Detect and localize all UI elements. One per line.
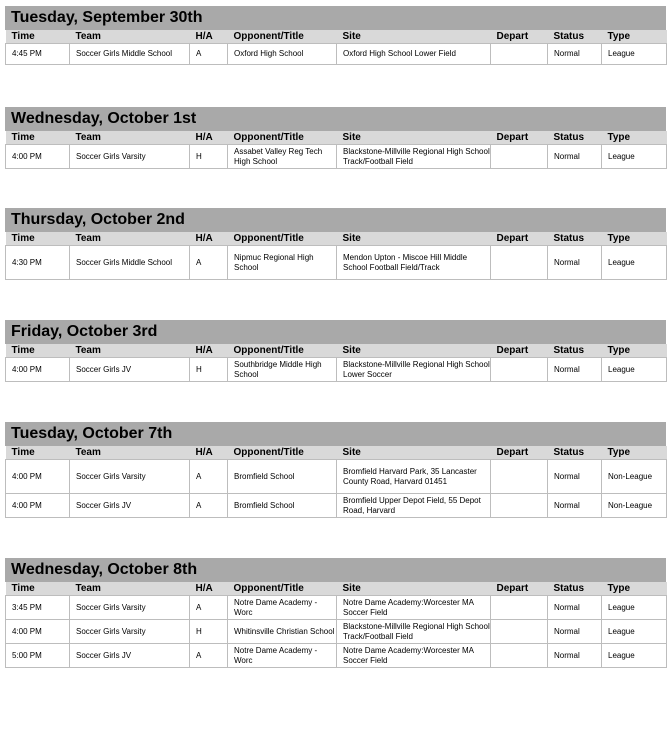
cell-team: Soccer Girls JV (70, 644, 190, 668)
cell-depart (491, 494, 548, 518)
cell-depart (491, 620, 548, 644)
day-section (5, 558, 666, 668)
cell-opponent: Oxford High School (228, 44, 337, 65)
cell-opponent: Bromfield School (228, 494, 337, 518)
cell-home-away: H (190, 358, 228, 382)
column-header-home-away: H/A (190, 446, 228, 460)
day-title: Tuesday, September 30th (5, 6, 666, 30)
schedule-table (5, 131, 667, 169)
cell-opponent: Assabet Valley Reg Tech High School (228, 145, 337, 169)
cell-time: 4:30 PM (6, 246, 70, 280)
cell-type: League (602, 644, 667, 668)
table-row (6, 620, 667, 644)
day-title: Tuesday, October 7th (5, 422, 666, 446)
day-section (5, 107, 666, 169)
column-header-site: Site (337, 582, 491, 596)
column-header-opponent: Opponent/Title (228, 446, 337, 460)
column-header-status: Status (548, 582, 602, 596)
column-header-status: Status (548, 131, 602, 145)
schedule-table (5, 582, 667, 668)
table-row (6, 246, 667, 280)
cell-type: League (602, 246, 667, 280)
cell-team: Soccer Girls Varsity (70, 145, 190, 169)
cell-site: Notre Dame Academy:Worcester MA Soccer Field (337, 596, 491, 620)
day-section (5, 422, 666, 518)
column-header-team: Team (70, 232, 190, 246)
day-section (5, 208, 666, 280)
cell-depart (491, 358, 548, 382)
cell-opponent: Nipmuc Regional High School (228, 246, 337, 280)
schedule-table (5, 446, 667, 518)
cell-time: 4:45 PM (6, 44, 70, 65)
column-header-site: Site (337, 446, 491, 460)
cell-type: Non-League (602, 494, 667, 518)
cell-depart (491, 644, 548, 668)
column-header-time: Time (6, 446, 70, 460)
column-header-team: Team (70, 344, 190, 358)
column-header-depart: Depart (491, 344, 548, 358)
column-header-type: Type (602, 344, 667, 358)
cell-opponent: Southbridge Middle High School (228, 358, 337, 382)
column-header-type: Type (602, 582, 667, 596)
cell-status: Normal (548, 644, 602, 668)
cell-time: 4:00 PM (6, 145, 70, 169)
day-title: Friday, October 3rd (5, 320, 666, 344)
cell-site: Mendon Upton - Miscoe Hill Middle School Football Field/Track (337, 246, 491, 280)
column-header-time: Time (6, 232, 70, 246)
cell-time: 4:00 PM (6, 494, 70, 518)
cell-home-away: A (190, 460, 228, 494)
cell-team: Soccer Girls JV (70, 358, 190, 382)
column-header-team: Team (70, 446, 190, 460)
cell-status: Normal (548, 358, 602, 382)
column-header-home-away: H/A (190, 344, 228, 358)
table-row (6, 460, 667, 494)
table-row (6, 494, 667, 518)
column-header-depart: Depart (491, 131, 548, 145)
table-row (6, 145, 667, 169)
column-header-site: Site (337, 30, 491, 44)
cell-time: 3:45 PM (6, 596, 70, 620)
column-header-opponent: Opponent/Title (228, 582, 337, 596)
column-header-site: Site (337, 232, 491, 246)
column-header-depart: Depart (491, 232, 548, 246)
cell-site: Bromfield Harvard Park, 35 Lancaster County Road, Harvard 01451 (337, 460, 491, 494)
day-title: Wednesday, October 8th (5, 558, 666, 582)
schedule-table (5, 344, 667, 382)
cell-time: 4:00 PM (6, 358, 70, 382)
column-header-home-away: H/A (190, 232, 228, 246)
column-header-depart: Depart (491, 582, 548, 596)
column-header-opponent: Opponent/Title (228, 131, 337, 145)
cell-team: Soccer Girls Varsity (70, 460, 190, 494)
cell-home-away: A (190, 494, 228, 518)
day-title: Thursday, October 2nd (5, 208, 666, 232)
table-row (6, 596, 667, 620)
cell-depart (491, 460, 548, 494)
column-header-depart: Depart (491, 30, 548, 44)
column-header-type: Type (602, 30, 667, 44)
cell-site: Blackstone-Millville Regional High School Track/Football Field (337, 145, 491, 169)
schedule-table (5, 232, 667, 280)
column-header-type: Type (602, 446, 667, 460)
cell-team: Soccer Girls Middle School (70, 246, 190, 280)
header-row (6, 582, 667, 596)
cell-status: Normal (548, 620, 602, 644)
cell-depart (491, 596, 548, 620)
cell-opponent: Whitinsville Christian School (228, 620, 337, 644)
column-header-status: Status (548, 446, 602, 460)
cell-site: Notre Dame Academy:Worcester MA Soccer Field (337, 644, 491, 668)
cell-type: Non-League (602, 460, 667, 494)
header-row (6, 344, 667, 358)
cell-opponent: Notre Dame Academy - Worc (228, 596, 337, 620)
table-row (6, 358, 667, 382)
cell-team: Soccer Girls Varsity (70, 596, 190, 620)
column-header-opponent: Opponent/Title (228, 232, 337, 246)
table-row (6, 44, 667, 65)
day-section (5, 6, 666, 65)
cell-home-away: H (190, 145, 228, 169)
cell-home-away: A (190, 596, 228, 620)
column-header-home-away: H/A (190, 582, 228, 596)
column-header-status: Status (548, 232, 602, 246)
cell-home-away: A (190, 44, 228, 65)
column-header-time: Time (6, 30, 70, 44)
cell-team: Soccer Girls Varsity (70, 620, 190, 644)
column-header-site: Site (337, 131, 491, 145)
cell-opponent: Notre Dame Academy - Worc (228, 644, 337, 668)
cell-time: 4:00 PM (6, 460, 70, 494)
column-header-team: Team (70, 30, 190, 44)
cell-status: Normal (548, 246, 602, 280)
cell-type: League (602, 620, 667, 644)
cell-depart (491, 145, 548, 169)
cell-status: Normal (548, 460, 602, 494)
column-header-opponent: Opponent/Title (228, 344, 337, 358)
cell-home-away: A (190, 246, 228, 280)
column-header-time: Time (6, 344, 70, 358)
day-title: Wednesday, October 1st (5, 107, 666, 131)
column-header-team: Team (70, 131, 190, 145)
cell-type: League (602, 358, 667, 382)
cell-team: Soccer Girls JV (70, 494, 190, 518)
column-header-site: Site (337, 344, 491, 358)
cell-depart (491, 246, 548, 280)
column-header-time: Time (6, 131, 70, 145)
cell-home-away: H (190, 620, 228, 644)
cell-time: 4:00 PM (6, 620, 70, 644)
cell-site: Oxford High School Lower Field (337, 44, 491, 65)
cell-status: Normal (548, 145, 602, 169)
cell-site: Blackstone-Millville Regional High School Track/Football Field (337, 620, 491, 644)
cell-status: Normal (548, 596, 602, 620)
column-header-type: Type (602, 232, 667, 246)
cell-status: Normal (548, 494, 602, 518)
cell-status: Normal (548, 44, 602, 65)
table-row (6, 644, 667, 668)
cell-site: Blackstone-Millville Regional High School Lower Soccer (337, 358, 491, 382)
column-header-type: Type (602, 131, 667, 145)
column-header-status: Status (548, 30, 602, 44)
column-header-opponent: Opponent/Title (228, 30, 337, 44)
cell-depart (491, 44, 548, 65)
cell-time: 5:00 PM (6, 644, 70, 668)
cell-opponent: Bromfield School (228, 460, 337, 494)
cell-site: Bromfield Upper Depot Field, 55 Depot Road, Harvard (337, 494, 491, 518)
cell-type: League (602, 596, 667, 620)
header-row (6, 30, 667, 44)
cell-team: Soccer Girls Middle School (70, 44, 190, 65)
schedule-table (5, 30, 667, 65)
column-header-home-away: H/A (190, 30, 228, 44)
column-header-status: Status (548, 344, 602, 358)
column-header-depart: Depart (491, 446, 548, 460)
header-row (6, 446, 667, 460)
column-header-team: Team (70, 582, 190, 596)
day-section (5, 320, 666, 382)
header-row (6, 131, 667, 145)
header-row (6, 232, 667, 246)
cell-home-away: A (190, 644, 228, 668)
column-header-time: Time (6, 582, 70, 596)
cell-type: League (602, 44, 667, 65)
cell-type: League (602, 145, 667, 169)
column-header-home-away: H/A (190, 131, 228, 145)
